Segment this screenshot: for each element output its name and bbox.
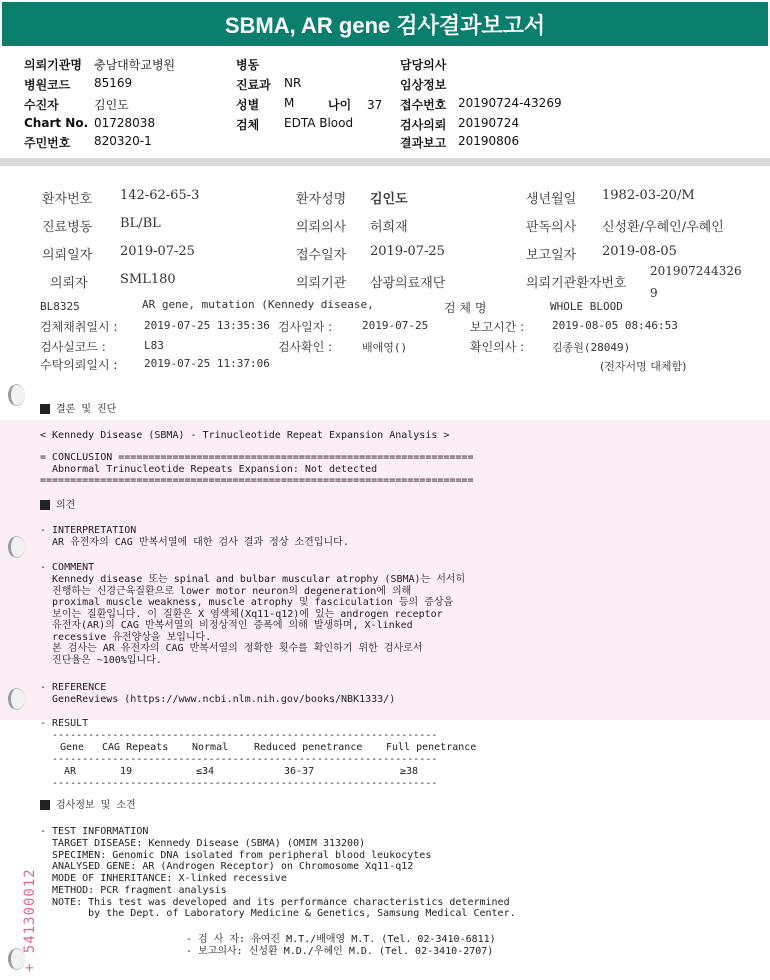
result-col-header: Gene [60, 742, 85, 753]
binder-hole [8, 688, 25, 710]
conclusion-rule: ======================================================================== [40, 475, 474, 486]
page-separator [0, 158, 770, 166]
meta-field-value: 2019-07-25 [362, 319, 429, 332]
specimen-label: 검 체 명 [444, 301, 487, 315]
reference-body: GeneReviews (https://www.ncbi.nlm.nih.gov/books/NBK1333/) [40, 694, 396, 705]
patient-field-label: 의뢰자 [50, 276, 88, 291]
meta-field-label: 수탁의뢰일시 : [40, 358, 118, 372]
header-label: 접수번호 [400, 98, 447, 112]
header-field [400, 134, 520, 151]
header-field [400, 76, 446, 93]
header-field [236, 56, 259, 73]
report-title: SBMA, AR gene 검사결과보고서 [2, 2, 768, 46]
age-field [328, 96, 382, 113]
comment-line: 보이는 질환입니다. 이 질환은 X 염색체(Xq11-q12)에 있는 androgen receptor [40, 608, 443, 620]
test-info-line: by the Dept. of Laboratory Medicine & Genetics, Samsung Medical Center. [40, 908, 516, 920]
result-cell: AR [64, 766, 77, 777]
header-value: 85169 [94, 76, 133, 90]
binder-hole [8, 536, 25, 558]
signature-tester: - 검 사 자: 유여진 M.T./배애영 M.T. (Tel. 02-3410-6811) [186, 934, 496, 945]
header-value: NR [284, 76, 302, 90]
result-cell: 36-37 [284, 766, 315, 777]
patient-field-value: 1982-03-20/M [602, 188, 695, 203]
result-rule-mid: ---------------------------------------------------------------- [40, 754, 438, 765]
header-label: 병원코드 [24, 78, 71, 92]
comment-line: Kennedy disease 또는 spinal and bulbar muscular atrophy (SBMA)는 서서히 [40, 574, 466, 585]
header-label: 임상정보 [400, 78, 447, 92]
age-value: 37 [367, 98, 383, 112]
header-field [24, 96, 129, 113]
header-value: M [284, 96, 295, 110]
interpretation-body: AR 유전자의 CAG 반복서열에 대한 검사 결과 정상 소견입니다. [40, 537, 349, 548]
patient-field-label: 생년월일 [526, 192, 577, 207]
header-value: EDTA Blood [284, 116, 354, 130]
meta-field-value: 배애영() [362, 341, 408, 354]
patient-field-label: 접수일자 [296, 248, 347, 263]
header-label: 진료과 [236, 78, 271, 92]
ref-patient-no-cont: 9 [650, 286, 658, 300]
meta-field-value: 2019-07-25 13:35:36 [144, 319, 270, 332]
test-info-line: TARGET DISEASE: Kennedy Disease (SBMA) (OMIM 313200) [40, 838, 366, 849]
comment-line: 진행하는 신경근육질환으로 lower motor neuron의 degeneration에 의해 [40, 585, 412, 597]
section-opinion-heading: 의견 [40, 500, 75, 511]
meta-field-label: 검사실코드 : [40, 340, 106, 354]
header-value: 20190806 [458, 134, 520, 148]
header-label: 검사의뢰 [400, 118, 447, 132]
specimen-barcode-number: + 541300012 [22, 868, 38, 972]
header-field [236, 96, 295, 113]
header-label: 수진자 [24, 98, 59, 112]
header-field [400, 116, 520, 133]
test-info-line: NOTE: This test was developed and its performance characteristics determined [40, 896, 510, 908]
patient-field-label: 의뢰기관 [296, 276, 347, 291]
header-label: 의뢰기관명 [24, 58, 82, 72]
patient-field-value: BL/BL [120, 216, 161, 231]
meta-field-label: 확인의사 : [470, 340, 525, 354]
result-head: - RESULT [40, 718, 89, 729]
patient-field-label: 보고일자 [526, 248, 577, 263]
binder-hole [8, 384, 25, 406]
patient-field-value: 삼광의료재단 [370, 276, 446, 291]
analysis-title: < Kennedy Disease (SBMA) - Trinucleotide Repeat Expansion Analysis > [40, 430, 450, 441]
header-label: 결과보고 [400, 136, 447, 150]
interpretation-head: - INTERPRETATION [40, 525, 137, 536]
result-rule-top: ---------------------------------------------------------------- [40, 730, 438, 741]
header-field [400, 96, 562, 113]
comment-line: proximal muscle weakness, muscle atrophy 및 fasciculation 등의 증상을 [40, 597, 454, 608]
header-label: 성별 [236, 98, 260, 112]
patient-field-value: 201907244326 [650, 264, 742, 278]
comment-line: 본 검사는 AR 유전자의 CAG 반복서열의 정확한 횟수를 확인하기 위한 검사로서 [40, 643, 423, 654]
result-col-header: Reduced penetrance [254, 742, 363, 753]
age-label: 나이 [328, 98, 352, 112]
section-testinfo-heading: 검사정보 및 소견 [40, 800, 136, 811]
conclusion-body: Abnormal Trinucleotide Repeats Expansion: Not detected [40, 464, 378, 475]
header-label: 병동 [236, 58, 260, 72]
patient-field-label: 판독의사 [526, 220, 577, 235]
comment-head: - COMMENT [40, 562, 95, 573]
patient-field-value: 김인도 [370, 192, 408, 207]
patient-field-label: 의뢰일자 [42, 248, 93, 263]
header-value: 충남대학교병원 [94, 58, 176, 72]
test-info-line: METHOD: PCR fragment analysis [40, 884, 227, 896]
patient-field-value: 2019-07-25 [120, 244, 195, 259]
test-code: BL8325 [40, 300, 80, 313]
header-field [24, 134, 152, 151]
conclusion-head: = CONCLUSION =========================================================== [40, 452, 474, 463]
header-value: 820320-1 [94, 134, 152, 148]
section-conclusion-heading: 결론 및 진단 [40, 404, 116, 415]
test-name: AR gene, mutation (Kennedy disease, [142, 298, 374, 311]
test-info-head: - TEST INFORMATION [40, 826, 149, 837]
result-col-header: Normal [192, 742, 229, 753]
header-field [400, 56, 446, 73]
result-rule-bottom: ---------------------------------------------------------------- [40, 778, 438, 789]
result-cell: ≥38 [400, 766, 419, 777]
header-label: Chart No. [24, 116, 89, 130]
patient-field-label: 의뢰의사 [296, 220, 347, 235]
header-value: 김인도 [94, 98, 129, 112]
meta-field-value: L83 [144, 339, 164, 352]
test-info-line: SPECIMEN: Genomic DNA isolated from peripheral blood leukocytes [40, 849, 432, 861]
comment-line: 진단율은 ~100%입니다. [40, 654, 162, 666]
header-value: 20190724 [458, 116, 520, 130]
header-field [236, 76, 302, 93]
header-field [24, 56, 176, 73]
header-field [236, 116, 354, 133]
result-col-header: CAG Repeats [102, 742, 169, 753]
patient-field-value: 2019-08-05 [602, 244, 677, 259]
meta-field-label: 검사확인 : [278, 340, 333, 354]
header-label: 담당의사 [400, 58, 447, 72]
header-label: 검체 [236, 118, 260, 132]
result-cell: ≤34 [196, 766, 215, 777]
comment-line: recessive 유전양상을 보입니다. [40, 631, 212, 643]
reference-head: - REFERENCE [40, 682, 107, 693]
patient-field-value: 2019-07-25 [370, 244, 445, 259]
patient-field-value: 신성환/우혜인/우혜인 [602, 220, 724, 235]
header-value: 20190724-43269 [458, 96, 562, 110]
header-field [24, 76, 133, 93]
patient-field-value: 허희재 [370, 220, 408, 235]
signature-physician: - 보고의사: 신성환 M.D./우혜인 M.D. (Tel. 02-3410-2707) [186, 946, 494, 957]
meta-field-value: 김종원(28049) [552, 341, 631, 354]
meta-field-label: 보고시간 : [470, 320, 525, 334]
patient-field-value: SML180 [120, 272, 176, 287]
header-label: 주민번호 [24, 136, 71, 150]
patient-field-label: 진료병동 [42, 220, 93, 235]
meta-field-label: 검사일자 : [278, 320, 333, 334]
specimen-value: WHOLE BLOOD [550, 300, 623, 313]
patient-field-label: 환자성명 [296, 192, 347, 207]
comment-line: 유전자(AR)의 CAG 반복서열의 비정상적인 증폭에 의해 발생하며, X-linked [40, 620, 413, 631]
result-col-header: Full penetrance [386, 742, 477, 753]
e-signature-note: (전자서명 대체함) [600, 360, 687, 373]
header-field [24, 116, 156, 130]
test-info-line: MODE OF INHERITANCE: X-linked recessive [40, 873, 287, 885]
meta-field-label: 검체채취일시 : [40, 320, 118, 334]
patient-field-label: 환자번호 [42, 192, 93, 207]
patient-field-value: 142-62-65-3 [120, 188, 200, 203]
test-info-line: ANALYSED GENE: AR (Androgen Receptor) on Chromosome Xq11-q12 [40, 861, 414, 873]
meta-field-value: 2019-07-25 11:37:06 [144, 357, 270, 370]
patient-field-label: 의뢰기관환자번호 [526, 276, 627, 291]
result-cell: 19 [120, 766, 133, 777]
header-value: 01728038 [94, 116, 156, 130]
meta-field-value: 2019-08-05 08:46:53 [552, 319, 678, 332]
